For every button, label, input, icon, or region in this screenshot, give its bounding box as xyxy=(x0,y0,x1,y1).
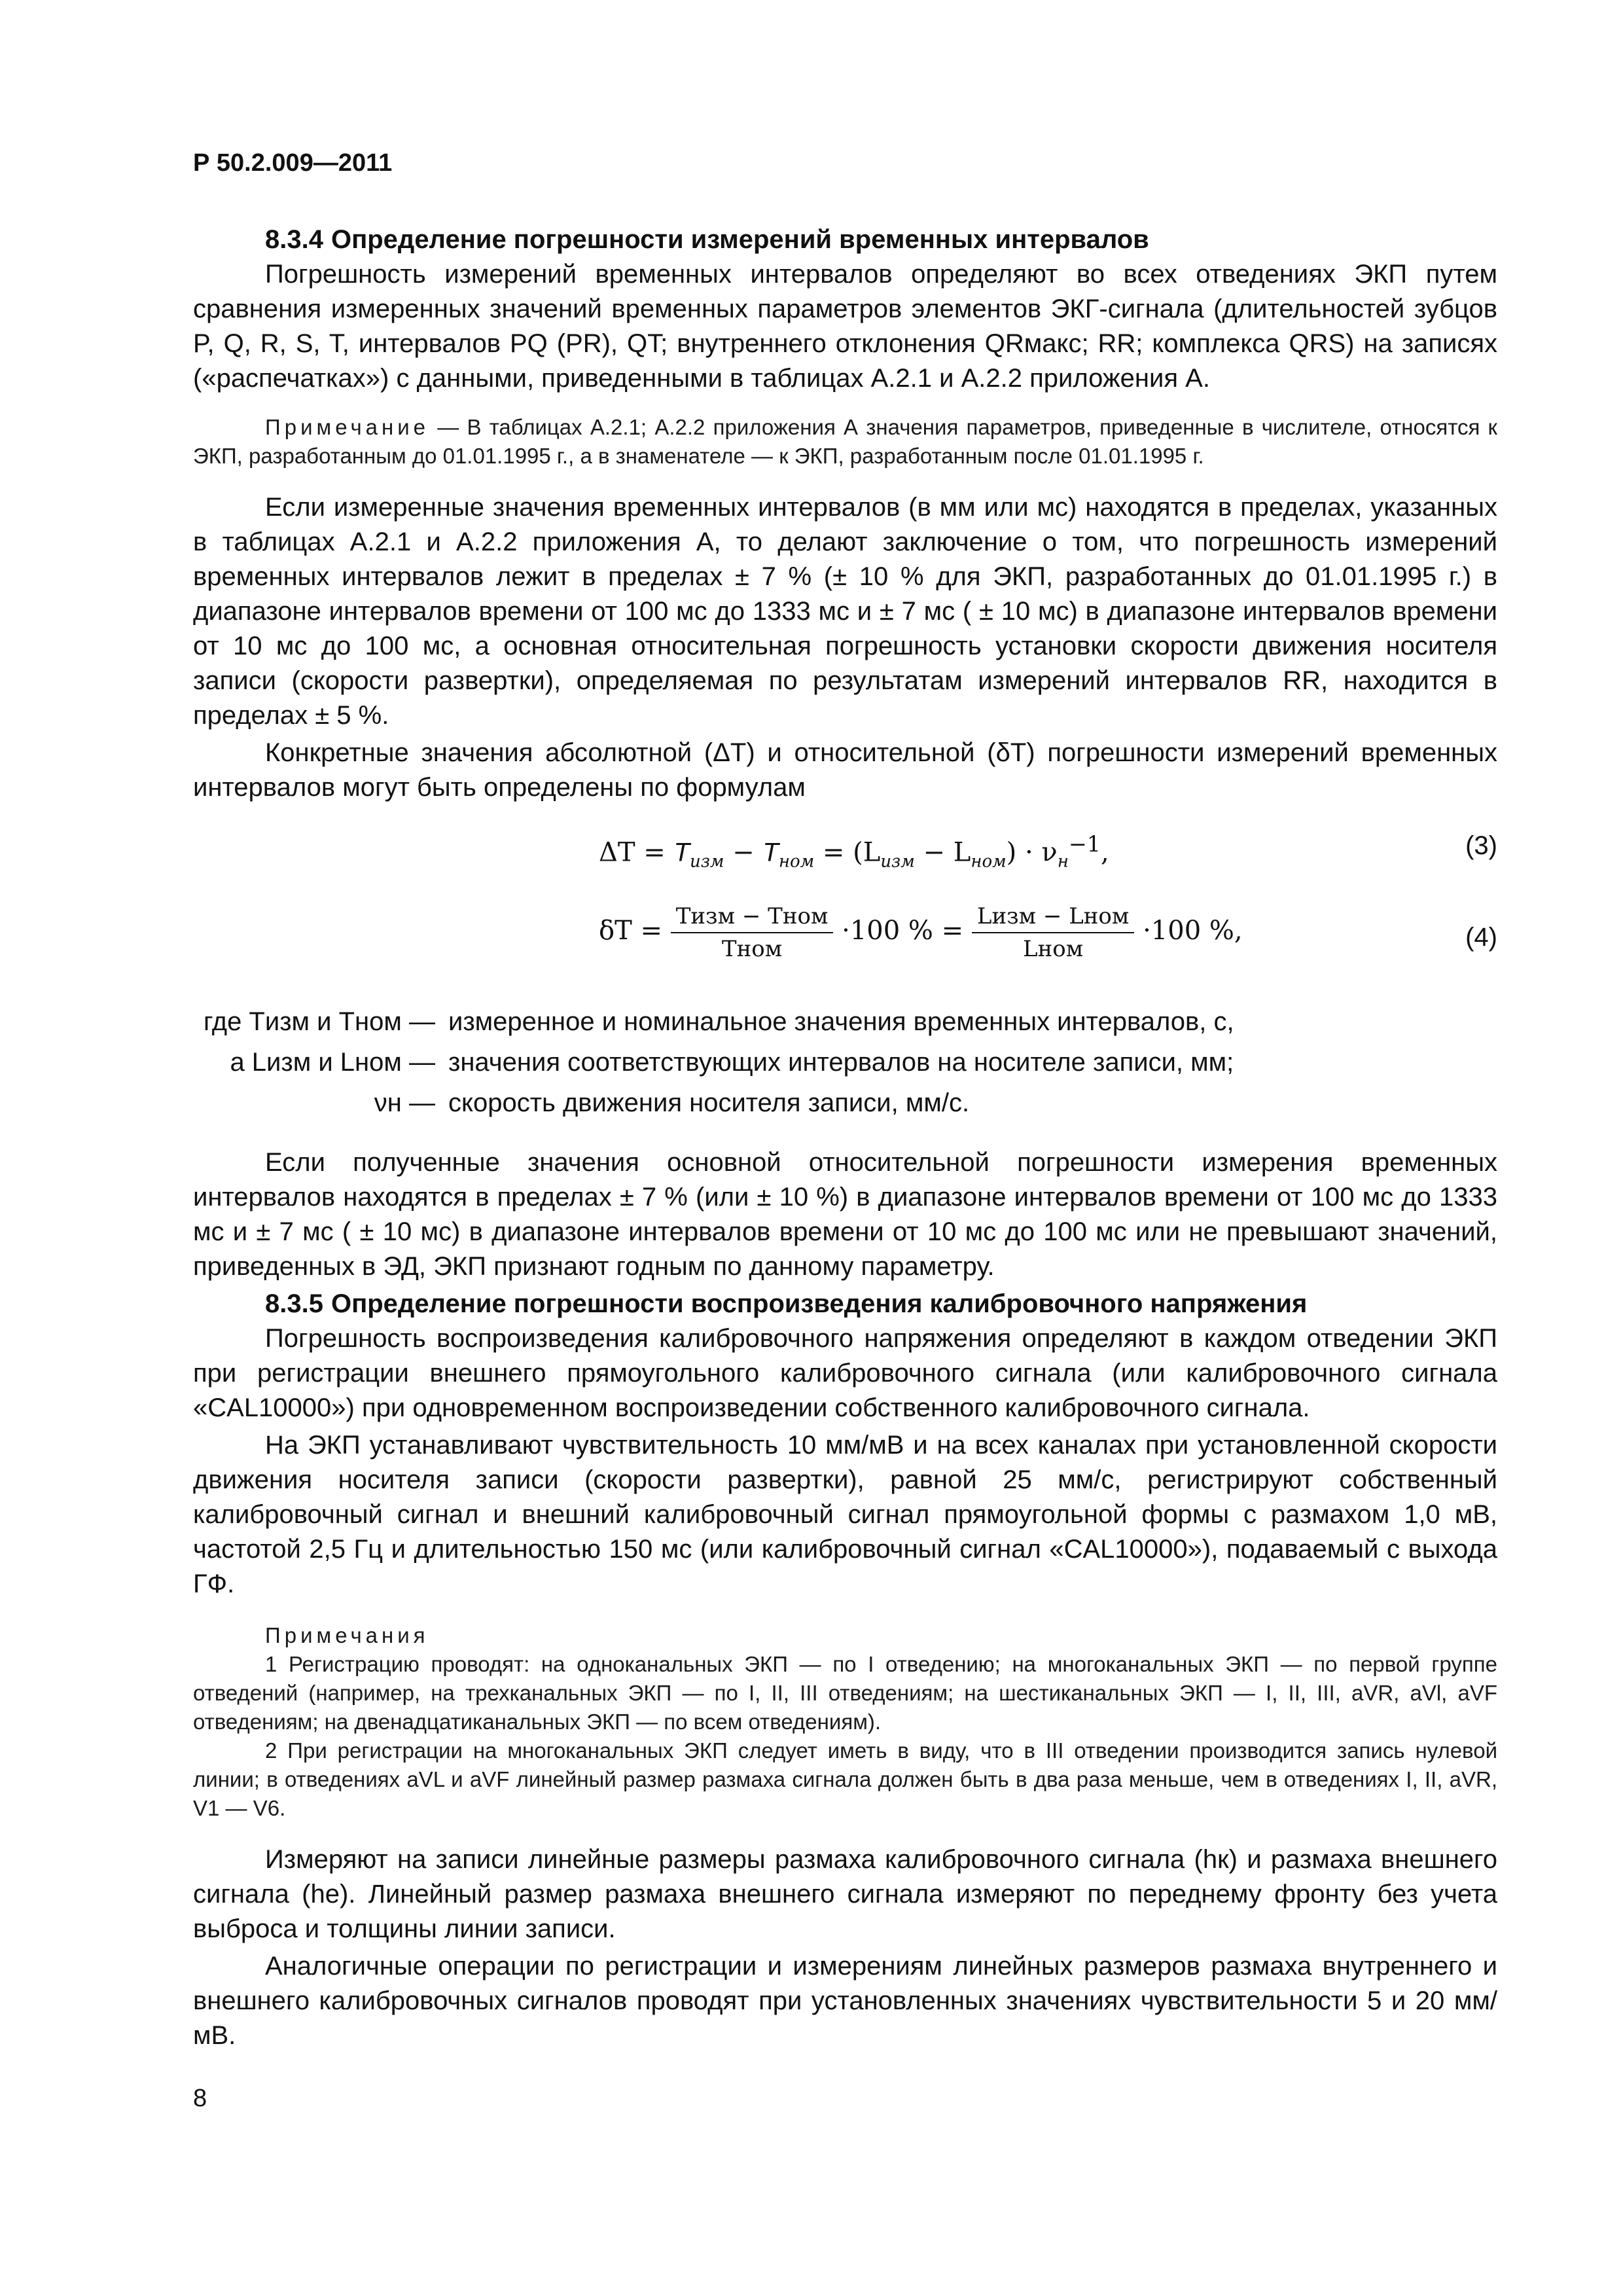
formula-expression xyxy=(599,831,1109,871)
legend-symbol: νн — xyxy=(374,1088,435,1117)
formula-term: T xyxy=(762,838,779,867)
formula-lhs: ΔT xyxy=(599,837,635,868)
formula-sup: −1 xyxy=(1068,831,1101,857)
note-item: 1 Регистрацию проводят: на одноканальных ЭКП — по I отведению; на многоканальных ЭКП — по первой группе отведений (например, на трехканальных ЭКП — по I, II, III отведениям; на шестиканальных ЭКП — I, II, III, aVR, aVl, aVF отведениям; на двенадцатиканальных ЭКП — по всем отведениям). xyxy=(193,1652,1497,1734)
legend-row xyxy=(193,1001,1497,1042)
note xyxy=(193,413,1497,471)
legend-text: измеренное и номинальное значения временных интервалов, с, xyxy=(448,1007,1234,1036)
fraction-denominator: Lном xyxy=(1023,936,1084,962)
paragraph: Аналогичные операции по регистрации и измерениям линейных размеров размаха внутреннего и внешнего калибровочных сигналов проводят при установленных значениях чувствительности 5 и 20 мм/мВ. xyxy=(193,1952,1497,2050)
paragraph: Погрешность воспроизведения калибровочного напряжения определяют в каждом отведении ЭКП при регистрации внешнего прямоугольного калибровочного сигнала (или калибровочного сигнала «CAL10000») при одновременном воспроизведении собственного калибровочного сигнала. xyxy=(193,1324,1497,1422)
formula-sub: изм xyxy=(689,852,724,872)
section-heading-8-3-4 xyxy=(193,223,1497,257)
fraction-numerator: Lизм − Lном xyxy=(972,903,1135,933)
legend-row xyxy=(193,1042,1497,1083)
legend-text: скорость движения носителя записи, мм/с. xyxy=(448,1088,970,1117)
fraction xyxy=(671,903,834,962)
formula-op: − L xyxy=(923,837,971,868)
legend-symbol: где Tизм и Tном — xyxy=(203,1007,435,1036)
paragraph: Измеряют на записи линейные размеры размаха калибровочного сигнала (hк) и размаха внешнего сигнала (hе). Линейный размер размаха внешнего сигнала измеряют по переднему фронту без учета выброса и толщины линии записи. xyxy=(193,1845,1497,1943)
formula-term: ) · ν xyxy=(1006,837,1058,868)
formula-comma: , xyxy=(1101,837,1109,868)
paragraph: Если полученные значения основной относительной погрешности измерения временных интервалов находятся в пределах ± 7 % (или ± 10 %) в диапазоне интервалов времени от 100 мс до 1333 мс и ± 7 мс ( ± 10 мс) в диапазоне интервалов времени от 10 мс до 100 мс или не превышают значений, приведенных в ЭД, ЭКП признают годным по данному параметру. xyxy=(193,1148,1497,1281)
note-label: Примечание xyxy=(265,415,430,439)
equation-number: (3) xyxy=(1465,831,1497,860)
legend-row xyxy=(193,1083,1497,1123)
formula-4 xyxy=(193,897,1497,995)
page-content xyxy=(193,223,1497,2056)
formula-eq: = xyxy=(822,837,845,868)
fraction xyxy=(972,903,1135,962)
formula-lhs: δT = xyxy=(599,916,662,946)
fraction-denominator: Tном xyxy=(721,936,783,962)
paragraph: Конкретные значения абсолютной (ΔT) и относительной (δT) погрешности измерений временных интервалов могут быть определены по формулам xyxy=(193,738,1497,802)
section-title: Определение погрешности воспроизведения калибровочного напряжения xyxy=(330,1289,1308,1318)
section-number: 8.3.4 xyxy=(265,225,323,254)
formula-term: (L xyxy=(853,837,881,868)
fraction-numerator: Tизм − Tном xyxy=(671,903,834,933)
section-heading-8-3-5 xyxy=(193,1287,1497,1321)
note-item: 2 При регистрации на многоканальных ЭКП следует иметь в виду, что в III отведении производится запись нулевой линии; в отведениях aVL и aVF линейный размер размаха сигнала должен быть в два раза меньше, чем в отведениях I, II, aVR, V1 — V6. xyxy=(193,1738,1497,1820)
legend-text: значения соответствующих интервалов на носителе записи, мм; xyxy=(448,1048,1234,1077)
formula-sub: изм xyxy=(880,852,915,872)
page-number: 8 xyxy=(193,2085,207,2112)
formula-sub: ном xyxy=(778,852,815,872)
formula-expression xyxy=(599,903,1243,962)
formula-term: ·100 % = xyxy=(842,916,964,946)
paragraph: На ЭКП устанавливают чувствительность 10 мм/мВ и на всех каналах при установленной скорости движения носителя записи (скорости развертки), равной 25 мм/с, регистрируют собственный калибровочный сигнал и внешний калибровочный сигнал прямоугольной формы с размахом 1,0 мВ, частотой 2,5 Гц и длительностью 150 мс (или калибровочный сигнал «CAL10000»), подаваемый с выхода ГФ. xyxy=(193,1431,1497,1598)
section-number: 8.3.5 xyxy=(265,1289,323,1318)
formula-3 xyxy=(193,812,1497,890)
formula-sub: н xyxy=(1057,852,1069,872)
legend-symbol: а Lизм и Lном — xyxy=(230,1048,435,1077)
formula-eq: = xyxy=(643,837,666,868)
paragraph: Погрешность измерений временных интервалов определяют во всех отведениях ЭКП путем сравнения измеренных значений временных параметров элементов ЭКГ-сигнала (длительностей зубцов P, Q, R, S, T, интервалов PQ (PR), QT; внутреннего отклонения QRмакс; RR; комплекса QRS) на записях («распечатках») с данными, приведенными в таблицах А.2.1 и А.2.2 приложения А. xyxy=(193,260,1497,393)
notes-title: Примечания xyxy=(265,1623,429,1647)
formula-op: − xyxy=(732,837,755,868)
formula-sub: ном xyxy=(971,852,1007,872)
equation-number: (4) xyxy=(1465,923,1497,952)
note-text: — В таблицах А.2.1; А.2.2 приложения А значения параметров, приведенные в числителе, относятся к ЭКП, разработанным до 01.01.1995 г., а в знаменателе — к ЭКП, разработанным после 01.01.1995 г. xyxy=(193,415,1497,468)
document-code: Р 50.2.009—2011 xyxy=(193,149,393,177)
formula-legend xyxy=(193,1001,1497,1123)
formula-term: T xyxy=(673,838,690,867)
paragraph: Если измеренные значения временных интервалов (в мм или мс) находятся в пределах, указанных в таблицах А.2.1 и А.2.2 приложения А, то делают заключение о том, что погрешность измерений временных интервалов лежит в пределах ± 7 % (± 10 % для ЭКП, разработанных до 01.01.1995 г.) в диапазоне интервалов времени от 100 мс до 1333 мс и ± 7 мс ( ± 10 мс) в диапазоне интервалов времени от 10 мс до 100 мс, а основная относительная погрешность установки скорости движения носителя записи (скорости развертки), определяемая по результатам измерений интервалов RR, находится в пределах ± 5 %. xyxy=(193,493,1497,730)
section-title: Определение погрешности измерений временных интервалов xyxy=(330,225,1149,254)
formula-term: ·100 %, xyxy=(1143,916,1243,946)
